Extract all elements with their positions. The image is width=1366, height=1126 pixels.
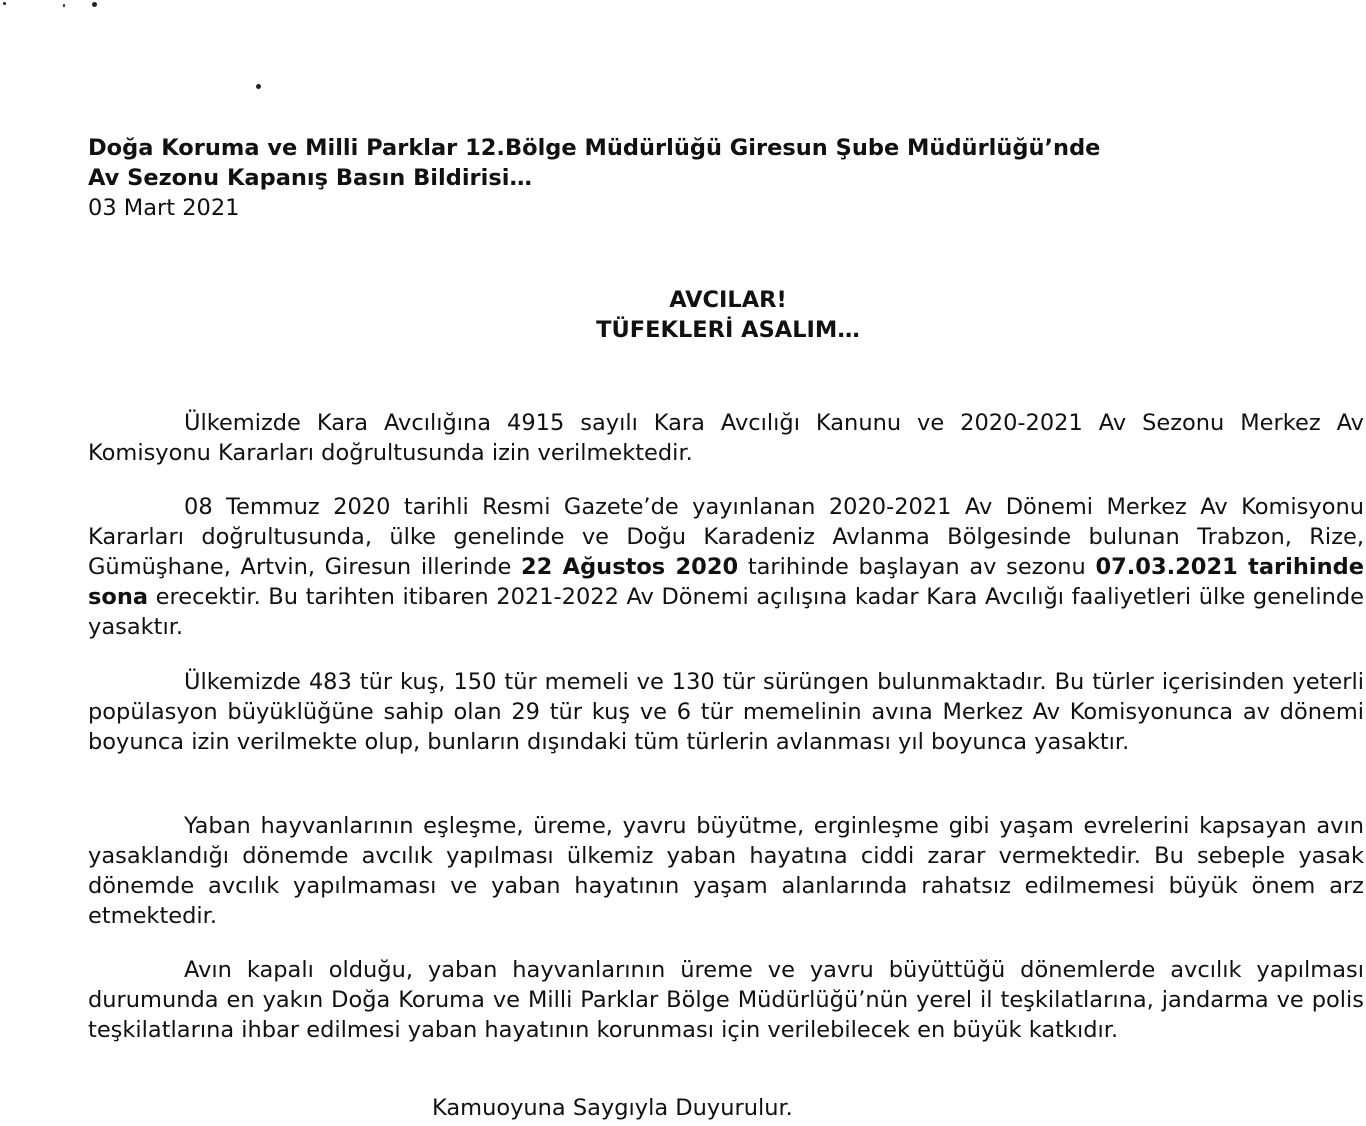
header-line-1: Doğa Koruma ve Milli Parklar 12.Bölge Müdürlüğü Giresun Şube Müdürlüğü’nde — [88, 135, 1101, 161]
paragraph-2-text-b: tarihinde başlayan av sezonu — [738, 554, 1096, 580]
header-line-2: Av Sezonu Kapanış Basın Bildirisi… — [88, 165, 532, 191]
paragraph-2-text-a: 08 Temmuz 2020 tarihli Resmi Gazete’de yayınlanan 2020-2021 Av Dönemi Merkez Av Komisyonu Kararları doğrultusunda, ülke genelinde ve Doğu Karadeniz Avlanma Bölgesinde bulunan Trabzon, Rize, Gümüşhane, Artvin, Giresun illerinde — [88, 494, 1364, 580]
document-date: 03 Mart 2021 — [88, 195, 240, 221]
scan-speck — [256, 84, 261, 89]
paragraph-3: Ülkemizde 483 tür kuş, 150 tür memeli ve 130 tür sürüngen bulunmaktadır. Bu türler içerisinden yeterli popülasyon büyüklüğüne sahip olan 29 tür kuş ve 6 tür memelinin avına Merkez Av Komisyonunca av dönemi boyunca izin verilmekte olup, bunların dışındaki tüm türlerin avlanması yıl boyunca yasaktır. — [88, 669, 1364, 755]
document-title — [0, 285, 1366, 345]
closing-statement: Kamuoyuna Saygıyla Duyurulur. — [432, 1095, 793, 1121]
scan-speck — [3, 2, 6, 5]
season-end-date: 07.03.2021 tarihinde sona — [88, 554, 1364, 610]
season-start-date: 22 Ağustos 2020 — [521, 554, 739, 580]
scan-speck — [92, 2, 97, 7]
paragraph-5: Avın kapalı olduğu, yaban hayvanlarının üreme ve yavru büyüttüğü dönemlerde avcılık yapılması durumunda en yakın Doğa Koruma ve Milli Parklar Bölge Müdürlüğü’nün yerel il teşkilatlarına, jandarma ve polis teşkilatlarına ihbar edilmesi yaban hayatının korunması için verilebilecek en büyük katkıdır. — [88, 957, 1364, 1043]
paragraph-2 — [88, 492, 1364, 642]
document-header — [88, 133, 1100, 223]
paragraph-2-text-c: erecektir. Bu tarihten itibaren 2021-2022 Av Dönemi açılışına kadar Kara Avcılığı faaliyetleri ülke genelinde yasaktır. — [88, 584, 1364, 640]
paragraph-1: Ülkemizde Kara Avcılığına 4915 sayılı Kara Avcılığı Kanunu ve 2020-2021 Av Sezonu Merkez Av Komisyonu Kararları doğrultusunda izin verilmektedir. — [88, 410, 1364, 466]
title-line-1: AVCILAR! — [669, 287, 787, 313]
scan-speck — [63, 4, 65, 7]
paragraph-4: Yaban hayvanlarının eşleşme, üreme, yavru büyütme, erginleşme gibi yaşam evrelerini kapsayan avın yasaklandığı dönemde avcılık yapılması ülkemiz yaban hayatına ciddi zarar vermektedir. Bu sebeple yasak dönemde avcılık yapılmaması ve yaban hayatının yaşam alanlarında rahatsız edilmemesi büyük önem arz etmektedir. — [88, 813, 1364, 929]
title-line-2: TÜFEKLERİ ASALIM… — [596, 317, 860, 343]
